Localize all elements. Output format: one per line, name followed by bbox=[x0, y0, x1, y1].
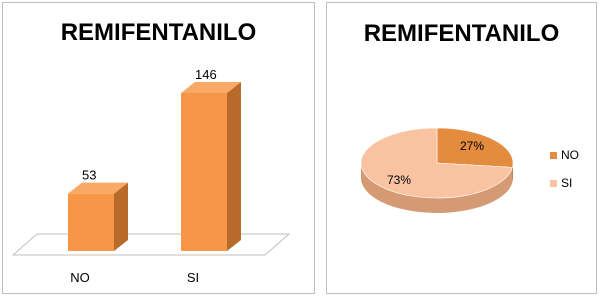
pie-chart bbox=[327, 3, 598, 295]
pie-data-label: 27% bbox=[460, 139, 485, 153]
pie-chart-title: REMIFENTANILO bbox=[363, 20, 560, 47]
bar-side bbox=[227, 82, 241, 251]
bar-chart-floor bbox=[13, 234, 289, 255]
category-label: SI bbox=[186, 270, 200, 285]
bar bbox=[68, 194, 114, 251]
bar-chart-panel bbox=[2, 2, 315, 294]
bar bbox=[181, 93, 227, 251]
bar-chart bbox=[3, 3, 316, 295]
bar-chart-title: REMIFENTANILO bbox=[60, 19, 257, 46]
bar-side bbox=[114, 183, 128, 251]
bar-value-label: 53 bbox=[82, 167, 97, 183]
bar-value-label: 146 bbox=[195, 67, 217, 82]
legend-label: SI bbox=[561, 176, 573, 190]
pie-chart-panel bbox=[326, 2, 597, 294]
legend-swatch bbox=[550, 180, 557, 187]
pie-data-label: 73% bbox=[387, 173, 412, 187]
legend-swatch bbox=[550, 152, 557, 159]
category-label: NO bbox=[70, 270, 90, 285]
legend-label: NO bbox=[561, 148, 579, 162]
